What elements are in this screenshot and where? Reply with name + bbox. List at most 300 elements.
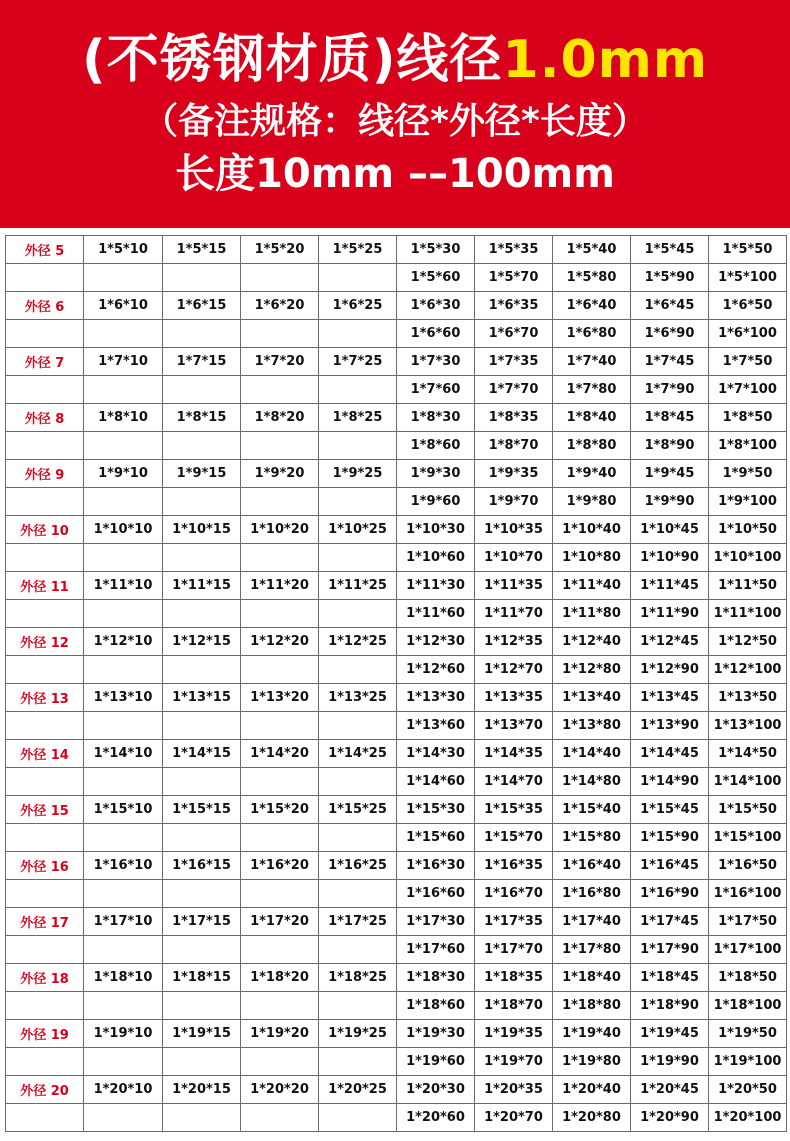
- spec-cell: 1*6*80: [553, 320, 631, 348]
- spec-cell: 1*12*30: [397, 628, 475, 656]
- spec-cell: 1*8*80: [553, 432, 631, 460]
- spec-cell: [84, 824, 163, 852]
- spec-cell: 1*9*30: [397, 460, 475, 488]
- spec-cell: [163, 936, 241, 964]
- spec-cell: 1*18*25: [319, 964, 397, 992]
- table-row: [6, 852, 787, 880]
- spec-cell: [163, 656, 241, 684]
- spec-cell: [84, 432, 163, 460]
- spec-cell: [241, 936, 319, 964]
- spec-cell: 1*17*40: [553, 908, 631, 936]
- spec-cell: 1*10*10: [84, 516, 163, 544]
- spec-cell: 1*14*20: [241, 740, 319, 768]
- spec-cell: 1*11*15: [163, 572, 241, 600]
- spec-cell: 1*13*40: [553, 684, 631, 712]
- spec-cell: 1*8*30: [397, 404, 475, 432]
- outer-diameter-label: [6, 992, 84, 1020]
- spec-cell: [163, 768, 241, 796]
- spec-cell: 1*17*50: [709, 908, 787, 936]
- spec-cell: 1*14*25: [319, 740, 397, 768]
- spec-cell: 1*6*20: [241, 292, 319, 320]
- spec-cell: 1*19*20: [241, 1020, 319, 1048]
- spec-cell: 1*12*100: [709, 656, 787, 684]
- spec-cell: 1*14*60: [397, 768, 475, 796]
- spec-cell: 1*12*50: [709, 628, 787, 656]
- spec-cell: 1*16*25: [319, 852, 397, 880]
- spec-cell: 1*11*60: [397, 600, 475, 628]
- spec-cell: 1*12*80: [553, 656, 631, 684]
- spec-cell: 1*9*80: [553, 488, 631, 516]
- table-row: [6, 740, 787, 768]
- spec-cell: [241, 768, 319, 796]
- outer-diameter-label: [6, 544, 84, 572]
- spec-cell: 1*7*80: [553, 376, 631, 404]
- title-main: (不锈钢材质)线径: [81, 30, 503, 90]
- spec-cell: 1*12*90: [631, 656, 709, 684]
- spec-cell: 1*17*100: [709, 936, 787, 964]
- table-row: [6, 824, 787, 852]
- spec-cell: 1*15*100: [709, 824, 787, 852]
- table-row: [6, 768, 787, 796]
- spec-cell: [84, 488, 163, 516]
- spec-cell: 1*7*40: [553, 348, 631, 376]
- spec-cell: 1*11*40: [553, 572, 631, 600]
- spec-cell: 1*13*10: [84, 684, 163, 712]
- table-row: [6, 376, 787, 404]
- spec-cell: 1*6*60: [397, 320, 475, 348]
- spec-cell: 1*18*90: [631, 992, 709, 1020]
- spec-cell: 1*6*10: [84, 292, 163, 320]
- spec-cell: [241, 824, 319, 852]
- spec-cell: 1*13*50: [709, 684, 787, 712]
- outer-diameter-label: 外径 16: [6, 852, 84, 880]
- outer-diameter-label: [6, 1104, 84, 1132]
- spec-cell: [163, 600, 241, 628]
- table-row: [6, 1048, 787, 1076]
- spec-cell: [84, 320, 163, 348]
- outer-diameter-label: 外径 7: [6, 348, 84, 376]
- spec-cell: 1*15*40: [553, 796, 631, 824]
- spec-cell: 1*8*40: [553, 404, 631, 432]
- spec-cell: 1*7*45: [631, 348, 709, 376]
- spec-cell: 1*13*45: [631, 684, 709, 712]
- spec-cell: 1*8*100: [709, 432, 787, 460]
- spec-cell: 1*17*15: [163, 908, 241, 936]
- spec-cell: 1*9*60: [397, 488, 475, 516]
- spec-cell: 1*19*15: [163, 1020, 241, 1048]
- spec-cell: [319, 544, 397, 572]
- spec-cell: [84, 992, 163, 1020]
- spec-cell: 1*9*45: [631, 460, 709, 488]
- outer-diameter-label: [6, 936, 84, 964]
- spec-cell: [319, 264, 397, 292]
- spec-cell: 1*13*70: [475, 712, 553, 740]
- spec-cell: 1*18*35: [475, 964, 553, 992]
- outer-diameter-label: [6, 824, 84, 852]
- outer-diameter-label: [6, 600, 84, 628]
- spec-cell: 1*13*15: [163, 684, 241, 712]
- spec-cell: 1*20*50: [709, 1076, 787, 1104]
- spec-cell: 1*9*10: [84, 460, 163, 488]
- table-row: [6, 404, 787, 432]
- spec-cell: 1*9*90: [631, 488, 709, 516]
- table-row: [6, 488, 787, 516]
- spec-cell: 1*6*70: [475, 320, 553, 348]
- spec-cell: [84, 544, 163, 572]
- outer-diameter-label: [6, 880, 84, 908]
- spec-cell: 1*9*25: [319, 460, 397, 488]
- spec-cell: 1*8*15: [163, 404, 241, 432]
- outer-diameter-label: [6, 320, 84, 348]
- spec-cell: 1*18*10: [84, 964, 163, 992]
- spec-cell: [84, 712, 163, 740]
- spec-cell: 1*18*20: [241, 964, 319, 992]
- spec-cell: [319, 656, 397, 684]
- spec-cell: 1*20*100: [709, 1104, 787, 1132]
- spec-cell: [84, 1104, 163, 1132]
- spec-cell: 1*5*70: [475, 264, 553, 292]
- spec-cell: [319, 936, 397, 964]
- table-row: [6, 516, 787, 544]
- spec-cell: 1*14*80: [553, 768, 631, 796]
- spec-cell: [163, 1048, 241, 1076]
- spec-cell: 1*13*25: [319, 684, 397, 712]
- spec-cell: 1*16*80: [553, 880, 631, 908]
- table-row: [6, 544, 787, 572]
- spec-cell: 1*13*80: [553, 712, 631, 740]
- spec-cell: 1*19*45: [631, 1020, 709, 1048]
- spec-cell: 1*8*60: [397, 432, 475, 460]
- spec-cell: 1*16*100: [709, 880, 787, 908]
- spec-cell: 1*17*70: [475, 936, 553, 964]
- spec-cell: 1*18*70: [475, 992, 553, 1020]
- spec-cell: 1*7*15: [163, 348, 241, 376]
- spec-cell: 1*7*50: [709, 348, 787, 376]
- spec-cell: 1*17*90: [631, 936, 709, 964]
- spec-cell: 1*6*25: [319, 292, 397, 320]
- spec-cell: [163, 824, 241, 852]
- spec-cell: 1*10*45: [631, 516, 709, 544]
- table-row: [6, 600, 787, 628]
- spec-cell: [319, 1104, 397, 1132]
- spec-cell: 1*17*30: [397, 908, 475, 936]
- spec-cell: 1*5*50: [709, 236, 787, 264]
- spec-cell: [319, 824, 397, 852]
- spec-cell: [84, 656, 163, 684]
- spec-cell: 1*16*45: [631, 852, 709, 880]
- spec-cell: 1*15*10: [84, 796, 163, 824]
- spec-cell: 1*15*20: [241, 796, 319, 824]
- spec-cell: [163, 488, 241, 516]
- spec-cell: 1*7*25: [319, 348, 397, 376]
- spec-cell: 1*16*70: [475, 880, 553, 908]
- spec-cell: 1*16*35: [475, 852, 553, 880]
- spec-cell: 1*6*40: [553, 292, 631, 320]
- outer-diameter-label: 外径 5: [6, 236, 84, 264]
- spec-cell: [241, 488, 319, 516]
- spec-cell: 1*19*100: [709, 1048, 787, 1076]
- spec-cell: 1*5*30: [397, 236, 475, 264]
- spec-cell: [84, 936, 163, 964]
- spec-cell: [241, 264, 319, 292]
- spec-cell: [241, 712, 319, 740]
- spec-cell: 1*19*10: [84, 1020, 163, 1048]
- spec-cell: 1*19*30: [397, 1020, 475, 1048]
- spec-cell: 1*10*50: [709, 516, 787, 544]
- spec-cell: 1*15*45: [631, 796, 709, 824]
- spec-cell: 1*17*20: [241, 908, 319, 936]
- spec-cell: [241, 880, 319, 908]
- spec-cell: 1*8*10: [84, 404, 163, 432]
- spec-cell: 1*14*10: [84, 740, 163, 768]
- spec-cell: 1*18*100: [709, 992, 787, 1020]
- spec-cell: 1*8*70: [475, 432, 553, 460]
- spec-cell: 1*11*30: [397, 572, 475, 600]
- outer-diameter-label: [6, 712, 84, 740]
- header-banner: [0, 0, 790, 228]
- outer-diameter-label: 外径 20: [6, 1076, 84, 1104]
- spec-cell: 1*8*35: [475, 404, 553, 432]
- spec-cell: 1*8*90: [631, 432, 709, 460]
- spec-cell: 1*13*60: [397, 712, 475, 740]
- spec-cell: 1*20*10: [84, 1076, 163, 1104]
- spec-cell: 1*13*30: [397, 684, 475, 712]
- table-row: [6, 908, 787, 936]
- outer-diameter-label: 外径 19: [6, 1020, 84, 1048]
- table-row: [6, 292, 787, 320]
- outer-diameter-label: 外径 8: [6, 404, 84, 432]
- spec-cell: 1*16*90: [631, 880, 709, 908]
- spec-cell: 1*7*90: [631, 376, 709, 404]
- spec-cell: 1*18*80: [553, 992, 631, 1020]
- spec-cell: 1*14*70: [475, 768, 553, 796]
- spec-cell: 1*14*45: [631, 740, 709, 768]
- outer-diameter-label: [6, 376, 84, 404]
- spec-cell: 1*9*40: [553, 460, 631, 488]
- spec-cell: 1*20*60: [397, 1104, 475, 1132]
- spec-cell: [84, 376, 163, 404]
- spec-cell: 1*20*30: [397, 1076, 475, 1104]
- spec-cell: [241, 600, 319, 628]
- spec-cell: 1*12*15: [163, 628, 241, 656]
- spec-cell: 1*9*100: [709, 488, 787, 516]
- spec-cell: 1*14*15: [163, 740, 241, 768]
- spec-cell: 1*20*35: [475, 1076, 553, 1104]
- spec-cell: 1*12*35: [475, 628, 553, 656]
- spec-cell: [241, 376, 319, 404]
- spec-cell: 1*10*25: [319, 516, 397, 544]
- spec-cell: [319, 768, 397, 796]
- outer-diameter-label: [6, 656, 84, 684]
- length-range: 长度10mm ––100mm: [175, 151, 615, 197]
- spec-cell: 1*19*70: [475, 1048, 553, 1076]
- spec-cell: 1*7*20: [241, 348, 319, 376]
- table-row: [6, 460, 787, 488]
- subtitle: （备注规格：线径*外径*长度）: [142, 101, 648, 142]
- outer-diameter-label: [6, 264, 84, 292]
- outer-diameter-label: 外径 14: [6, 740, 84, 768]
- page-title: [0, 0, 790, 90]
- table-row: [6, 1020, 787, 1048]
- spec-cell: 1*17*60: [397, 936, 475, 964]
- spec-cell: [319, 1048, 397, 1076]
- spec-cell: 1*8*20: [241, 404, 319, 432]
- spec-cell: 1*11*100: [709, 600, 787, 628]
- table-row: [6, 712, 787, 740]
- spec-cell: 1*12*45: [631, 628, 709, 656]
- spec-cell: 1*19*25: [319, 1020, 397, 1048]
- spec-cell: 1*13*35: [475, 684, 553, 712]
- spec-cell: [241, 320, 319, 348]
- spec-cell: 1*9*35: [475, 460, 553, 488]
- spec-cell: 1*19*80: [553, 1048, 631, 1076]
- table-row: [6, 880, 787, 908]
- spec-cell: 1*15*35: [475, 796, 553, 824]
- spec-cell: 1*14*40: [553, 740, 631, 768]
- spec-cell: 1*18*15: [163, 964, 241, 992]
- spec-cell: 1*20*90: [631, 1104, 709, 1132]
- spec-cell: 1*5*60: [397, 264, 475, 292]
- spec-cell: 1*10*100: [709, 544, 787, 572]
- outer-diameter-label: 外径 17: [6, 908, 84, 936]
- outer-diameter-label: 外径 6: [6, 292, 84, 320]
- spec-cell: [84, 1048, 163, 1076]
- spec-cell: 1*6*90: [631, 320, 709, 348]
- spec-cell: 1*10*80: [553, 544, 631, 572]
- spec-cell: 1*9*70: [475, 488, 553, 516]
- spec-cell: [84, 264, 163, 292]
- spec-cell: [163, 376, 241, 404]
- spec-cell: 1*12*10: [84, 628, 163, 656]
- spec-cell: 1*5*20: [241, 236, 319, 264]
- spec-cell: 1*7*35: [475, 348, 553, 376]
- spec-cell: [319, 488, 397, 516]
- spec-cell: [163, 712, 241, 740]
- spec-cell: 1*10*35: [475, 516, 553, 544]
- spec-cell: 1*10*40: [553, 516, 631, 544]
- spec-cell: 1*11*10: [84, 572, 163, 600]
- spec-cell: 1*11*35: [475, 572, 553, 600]
- spec-cell: 1*16*15: [163, 852, 241, 880]
- spec-cell: 1*15*15: [163, 796, 241, 824]
- spec-cell: 1*16*40: [553, 852, 631, 880]
- spec-cell: 1*11*50: [709, 572, 787, 600]
- spec-cell: 1*15*25: [319, 796, 397, 824]
- spec-cell: 1*6*15: [163, 292, 241, 320]
- spec-cell: 1*5*15: [163, 236, 241, 264]
- spec-cell: [163, 264, 241, 292]
- spec-cell: 1*15*90: [631, 824, 709, 852]
- spec-cell: 1*6*30: [397, 292, 475, 320]
- table-row: [6, 992, 787, 1020]
- spec-cell: 1*10*60: [397, 544, 475, 572]
- spec-cell: 1*10*30: [397, 516, 475, 544]
- spec-cell: 1*18*40: [553, 964, 631, 992]
- spec-cell: 1*5*10: [84, 236, 163, 264]
- spec-cell: 1*9*50: [709, 460, 787, 488]
- spec-cell: 1*5*90: [631, 264, 709, 292]
- spec-cell: 1*20*25: [319, 1076, 397, 1104]
- outer-diameter-label: [6, 1048, 84, 1076]
- spec-cell: 1*16*20: [241, 852, 319, 880]
- spec-cell: 1*12*60: [397, 656, 475, 684]
- spec-cell: [241, 544, 319, 572]
- outer-diameter-label: 外径 18: [6, 964, 84, 992]
- spec-cell: 1*11*20: [241, 572, 319, 600]
- spec-cell: 1*14*35: [475, 740, 553, 768]
- spec-cell: 1*18*30: [397, 964, 475, 992]
- spec-cell: 1*12*20: [241, 628, 319, 656]
- spec-cell: 1*16*10: [84, 852, 163, 880]
- spec-cell: 1*20*15: [163, 1076, 241, 1104]
- spec-cell: 1*17*35: [475, 908, 553, 936]
- table-row: [6, 656, 787, 684]
- spec-cell: 1*20*40: [553, 1076, 631, 1104]
- title-highlight: 1.0mm: [502, 30, 709, 90]
- spec-cell: [163, 544, 241, 572]
- outer-diameter-label: 外径 10: [6, 516, 84, 544]
- spec-cell: 1*9*15: [163, 460, 241, 488]
- spec-cell: [241, 432, 319, 460]
- spec-cell: 1*7*100: [709, 376, 787, 404]
- spec-cell: 1*6*50: [709, 292, 787, 320]
- spec-cell: [84, 600, 163, 628]
- spec-cell: 1*11*25: [319, 572, 397, 600]
- spec-cell: 1*11*90: [631, 600, 709, 628]
- spec-cell: 1*15*70: [475, 824, 553, 852]
- table-row: [6, 1104, 787, 1132]
- spec-cell: 1*19*35: [475, 1020, 553, 1048]
- spec-cell: [319, 712, 397, 740]
- table-row: [6, 348, 787, 376]
- spec-cell: [163, 320, 241, 348]
- spec-cell: 1*11*70: [475, 600, 553, 628]
- spec-cell: 1*13*100: [709, 712, 787, 740]
- spec-cell: [84, 880, 163, 908]
- outer-diameter-label: 外径 13: [6, 684, 84, 712]
- spec-cell: [319, 376, 397, 404]
- outer-diameter-label: 外径 9: [6, 460, 84, 488]
- spec-cell: 1*19*40: [553, 1020, 631, 1048]
- spec-cell: 1*15*80: [553, 824, 631, 852]
- outer-diameter-label: 外径 15: [6, 796, 84, 824]
- spec-cell: 1*7*70: [475, 376, 553, 404]
- outer-diameter-label: 外径 12: [6, 628, 84, 656]
- spec-cell: 1*6*100: [709, 320, 787, 348]
- spec-cell: 1*7*60: [397, 376, 475, 404]
- spec-cell: 1*17*45: [631, 908, 709, 936]
- spec-cell: 1*8*45: [631, 404, 709, 432]
- spec-cell: 1*20*20: [241, 1076, 319, 1104]
- spec-cell: [241, 1048, 319, 1076]
- spec-cell: 1*16*60: [397, 880, 475, 908]
- spec-cell: [84, 768, 163, 796]
- spec-cell: 1*11*80: [553, 600, 631, 628]
- table-row: [6, 796, 787, 824]
- table-row: [6, 264, 787, 292]
- spec-cell: [163, 992, 241, 1020]
- table-row: [6, 236, 787, 264]
- spec-cell: 1*14*50: [709, 740, 787, 768]
- spec-cell: 1*14*90: [631, 768, 709, 796]
- spec-cell: 1*12*70: [475, 656, 553, 684]
- spec-cell: 1*14*30: [397, 740, 475, 768]
- spec-cell: 1*10*20: [241, 516, 319, 544]
- spec-cell: 1*7*10: [84, 348, 163, 376]
- spec-cell: 1*15*30: [397, 796, 475, 824]
- spec-cell: 1*12*40: [553, 628, 631, 656]
- table-row: [6, 572, 787, 600]
